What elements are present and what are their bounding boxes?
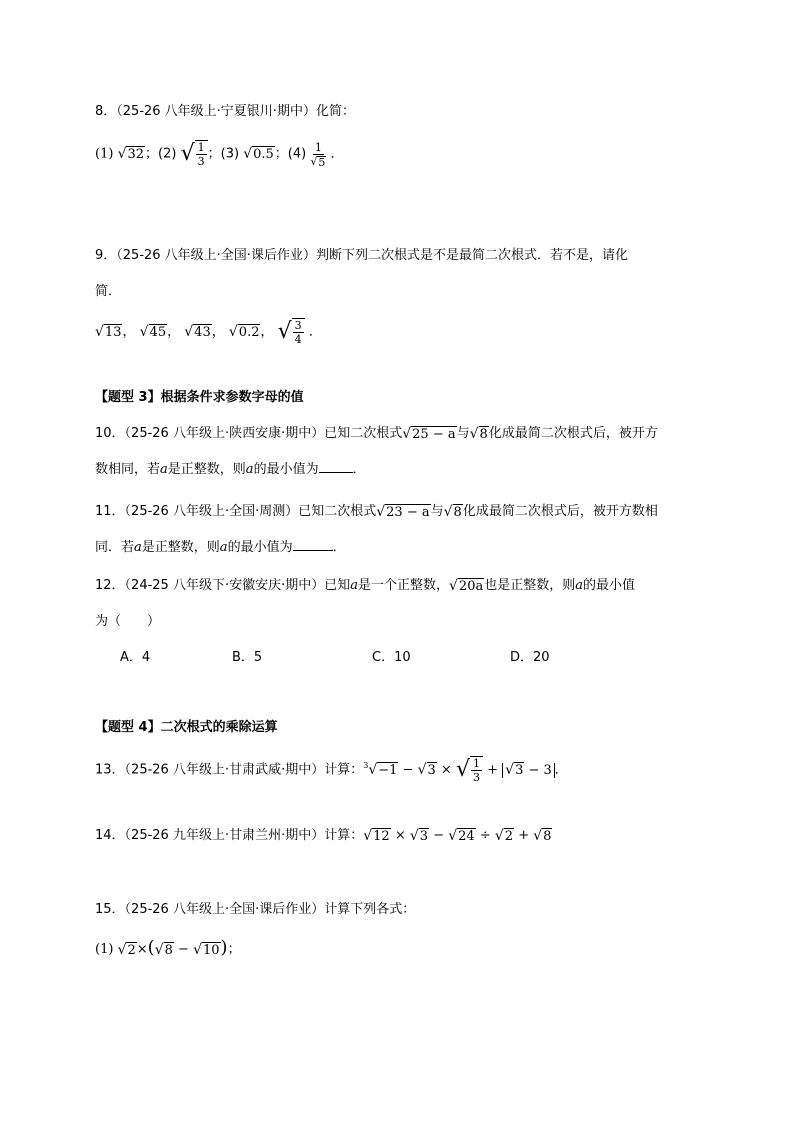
q15-heading: 15．（25-26 八年级上·全国·课后作业）计算下列各式： bbox=[95, 902, 416, 917]
section-type-3-title: 【题型 3】根据条件求参数字母的值 bbox=[95, 390, 304, 405]
answer-blank[interactable] bbox=[293, 538, 333, 551]
sqrt-one-third: √ $\frac{1}{3}$ bbox=[181, 140, 208, 168]
sqrt-0-2: √ 0.2 bbox=[228, 324, 260, 340]
option-c[interactable]: C．10 bbox=[372, 650, 411, 665]
sqrt-2: √ 2 bbox=[117, 941, 136, 958]
sqrt-one-third: √ $\frac{1}{3}$ bbox=[456, 756, 483, 784]
sqrt-45: √ 45 bbox=[139, 324, 167, 340]
q15-part-1: (1) √ 2 ×( √ 8 − √ 10 )； bbox=[95, 937, 241, 958]
q9-expressions: √ 13 ， √ 45 ， √ 43 ， √ 0.2 ， √ $\frac{3}{4}$ ． bbox=[95, 319, 322, 346]
q11-line1: 11．（25-26 八年级上·全国·周测）已知二次根式 √ 23 − a 与 √ 8 化成最简二次根式后，被开方数相 bbox=[95, 503, 658, 520]
q11-line2: 同．若a是正整数，则a的最小值为 ． bbox=[95, 540, 346, 555]
option-b[interactable]: B．5 bbox=[232, 650, 263, 665]
cube-root-index: 3 bbox=[363, 761, 369, 771]
sqrt-12: √ 12 bbox=[363, 827, 390, 844]
sqrt-8: √ 8 bbox=[533, 827, 552, 844]
fraction-one-over-sqrt5: 1 √ 5 bbox=[310, 140, 326, 169]
sqrt-8: √ 8 bbox=[443, 503, 462, 520]
cube-root-minus-1: √ −1 bbox=[368, 762, 398, 778]
sqrt-0-5: √ 0.5 bbox=[243, 146, 274, 162]
q12-line1: 12．（24-25 八年级下·安徽安庆·期中）已知a是一个正整数， √ 20a 也是正整数，则a的最小值 bbox=[95, 577, 636, 594]
q10-line1: 10．（25-26 八年级上·陕西安康·期中）已知二次根式 √ 25 − a 与 √ 8 化成最简二次根式后，被开方 bbox=[95, 425, 658, 442]
q13-expression: 13．（25-26 八年级上·甘肃武威·期中）计算：$^3$ √ −1 − √ 3 × √ $\frac{1}{3}$ + √ 3 − 3 ． bbox=[95, 757, 568, 784]
q12-line2: 为（ ） bbox=[95, 614, 161, 629]
option-d[interactable]: D．20 bbox=[510, 650, 550, 665]
sqrt-three-quarters: √ $\frac{3}{4}$ bbox=[278, 318, 305, 346]
q8-heading: 8．（25-26 八年级上·宁夏银川·期中）化简： bbox=[95, 104, 355, 119]
q8-sep-4: ；(4) bbox=[274, 146, 307, 162]
q10-line2: 数相同，若a是正整数，则a的最小值为 ． bbox=[95, 462, 366, 477]
q8-expressions bbox=[95, 140, 706, 168]
option-a[interactable]: A．4 bbox=[120, 650, 151, 665]
sqrt-8: √ 8 bbox=[154, 941, 173, 958]
q9-heading-cont: 简． bbox=[95, 284, 122, 299]
sqrt-32: √ 32 bbox=[117, 146, 145, 162]
q8-label-1: (1) bbox=[95, 146, 114, 162]
section-type-4-title: 【题型 4】二次根式的乘除运算 bbox=[95, 720, 278, 735]
q9-heading: 9．（25-26 八年级上·全国·课后作业）判断下列二次根式是不是最简二次根式．若不是，请化 bbox=[95, 248, 628, 263]
sqrt-23-minus-a: √ 23 − a bbox=[376, 503, 430, 520]
sqrt-3: √ 3 bbox=[409, 827, 429, 844]
q8-sep-2: ；(2) bbox=[145, 146, 177, 162]
sqrt-43: √ 43 bbox=[184, 324, 211, 340]
answer-blank[interactable] bbox=[319, 460, 353, 473]
absolute-value: √ 3 − 3 bbox=[502, 763, 555, 778]
q8-sep-3: ；(3) bbox=[207, 146, 240, 162]
sqrt-2: √ 2 bbox=[494, 827, 514, 844]
sqrt-10: √ 10 bbox=[193, 941, 220, 958]
sqrt-25-minus-a: √ 25 − a bbox=[402, 425, 456, 442]
sqrt-3: √ 3 bbox=[417, 762, 436, 778]
sqrt-13: √ 13 bbox=[95, 324, 122, 340]
q8-end: ． bbox=[330, 146, 344, 162]
sqrt-8: √ 8 bbox=[469, 425, 488, 442]
sqrt-20a: √ 20a bbox=[449, 577, 484, 594]
q14-expression: 14．（25-26 九年级上·甘肃兰州·期中）计算： √ 12 × √ 3 − √ 24 ÷ √ 2 + √ 8 bbox=[95, 827, 552, 844]
sqrt-24: √ 24 bbox=[448, 827, 475, 844]
